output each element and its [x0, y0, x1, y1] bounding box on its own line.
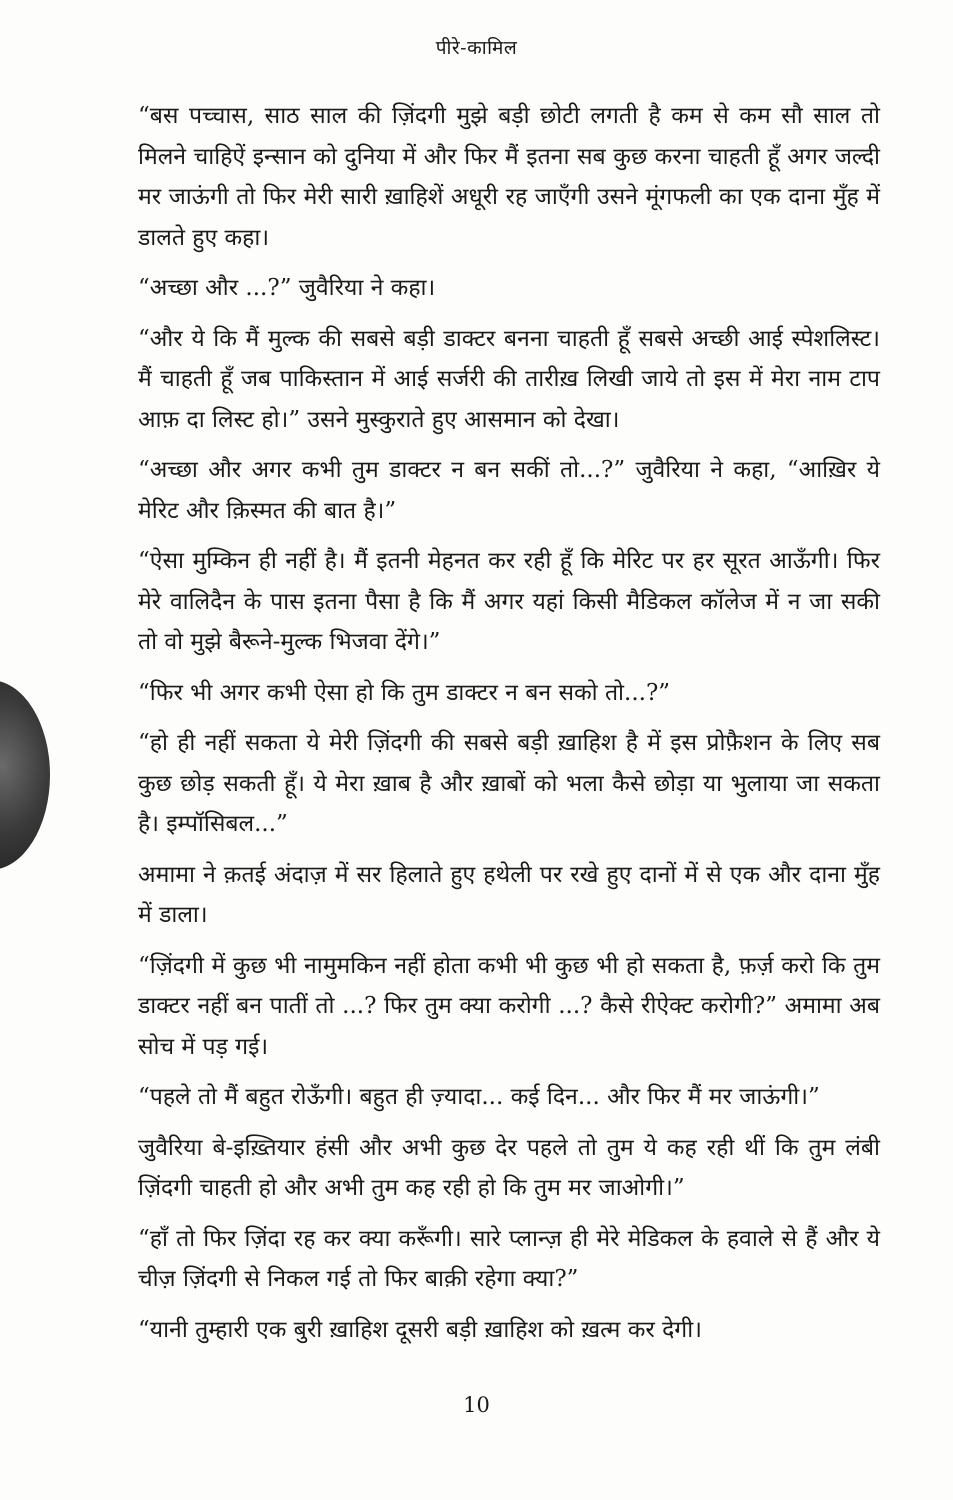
paragraph: “यानी तुम्हारी एक बुरी ख़ाहिश दूसरी बड़ी ख़ाहिश को ख़त्म कर देगी।: [138, 1316, 702, 1343]
page-number: 10: [463, 1393, 490, 1417]
paragraph: “फिर भी अगर कभी ऐसा हो कि तुम डाक्टर न बन सको तो...?”: [138, 679, 671, 706]
paragraph: अमामा ने क़तई अंदाज़ में सर हिलाते हुए हथेली पर रखे हुए दानों में से एक और दाना मुँह में डाला।: [138, 861, 880, 928]
paragraph: “हो ही नहीं सकता ये मेरी ज़िंदगी की सबसे बड़ी ख़ाहिश है में इस प्रोफ़ैशन के लिए सब कुछ छोड़ सकती हूँ। ये मेरा ख़ाब है और ख़ाबों को भला कैसे छोड़ा या भुलाया जा सकता है। इम्पॉसिबल...”: [138, 730, 880, 837]
paragraph: “ज़िंदगी में कुछ भी नामुमकिन नहीं होता कभी भी कुछ भी हो सकता है, फ़र्ज़ करो कि तुम डाक्टर नहीं बन पातीं तो ...? फिर तुम क्या करोगी ...? कैसे रीऐक्ट करोगी?” अमामा अब सोच में पड़ गई।: [138, 952, 880, 1060]
paragraph: “बस पच्चास, साठ साल की ज़िंदगी मुझे बड़ी छोटी लगती है कम से कम सौ साल तो मिलने चाहिऐं इन्सान को दुनिया में और फिर मैं इतना सब कुछ करना चाहती हूँ अगर जल्दी मर जाऊंगी तो फिर मेरी सारी ख़ाहिशें अधूरी रह जाएँगी उसने मूंगफली का एक दाना मुँह में डालते हुए कहा।: [138, 103, 880, 251]
body-text: [138, 96, 880, 1360]
paragraph: जुवैरिया बे-इख़्तियार हंसी और अभी कुछ देर पहले तो तुम ये कह रही थीं कि तुम लंबी ज़िंदगी चाहती हो और अभी तुम कह रही हो कि तुम मर जाओगी।”: [138, 1134, 880, 1201]
paragraph: “पहले तो मैं बहुत रोऊँगी। बहुत ही ज़्यादा... कई दिन... और फिर मैं मर जाऊंगी।”: [138, 1084, 820, 1110]
paragraph: “ऐसा मुम्किन ही नहीं है। मैं इतनी मेहनत कर रही हूँ कि मेरिट पर हर सूरत आऊँगी। फिर मेरे वालिदैन के पास इतना पैसा है कि मैं अगर यहां किसी मैडिकल कॉलेज में न जा सकी तो वो मुझे बैरूने-मुल्क भिजवा देंगे।”: [138, 548, 880, 655]
paragraph: “हाँ तो फिर ज़िंदा रह कर क्या करूँगी। सारे प्लान्ज़ ही मेरे मेडिकल के हवाले से हैं और ये चीज़ ज़िंदगी से निकल गई तो फिर बाक़ी रहेगा क्या?”: [138, 1225, 880, 1292]
paragraph: “अच्छा और अगर कभी तुम डाक्टर न बन सकीं तो...?” जुवैरिया ने कहा, “आख़िर ये मेरिट और क़िस्मत की बात है।”: [138, 457, 880, 524]
paragraph: “अच्छा और ...?” जुवैरिया ने कहा।: [138, 275, 436, 301]
binding-shadow: [0, 680, 50, 870]
paragraph: “और ये कि मैं मुल्क की सबसे बड़ी डाक्टर बनना चाहती हूँ सबसे अच्छी आई स्पेशलिस्ट। मैं चाहती हूँ जब पाकिस्तान में आई सर्जरी की तारीख़ लिखी जाये तो इस में मेरा नाम टाप आफ़ दा लिस्ट हो।” उसने मुस्कुराते हुए आसमान को देखा।: [138, 325, 880, 433]
running-head: पीरे-कामिल: [435, 37, 518, 59]
